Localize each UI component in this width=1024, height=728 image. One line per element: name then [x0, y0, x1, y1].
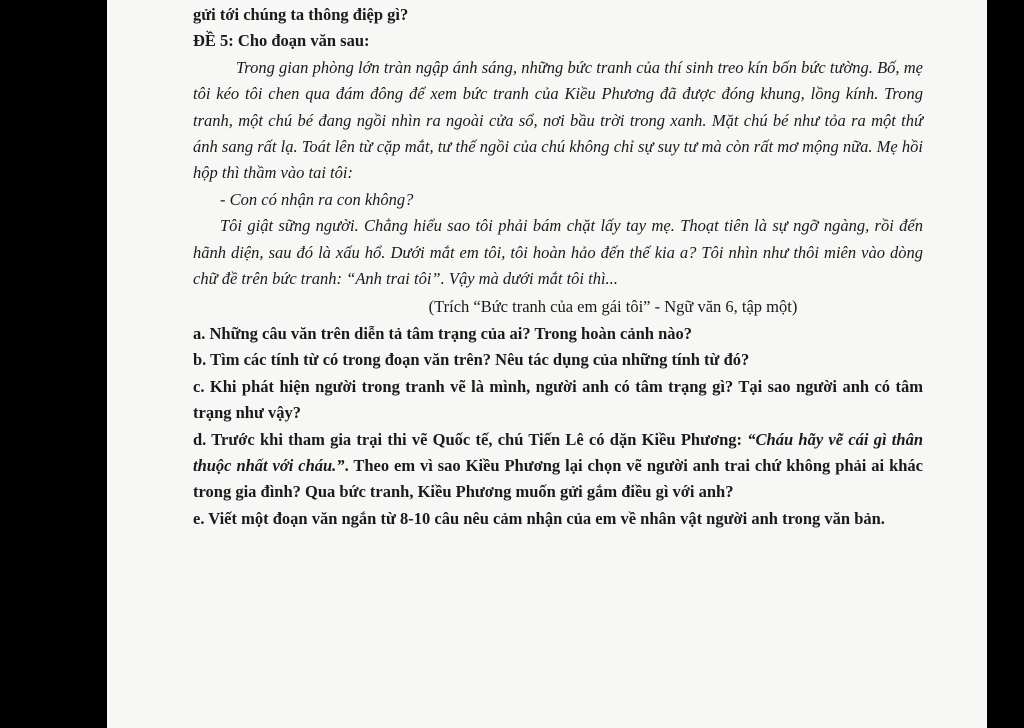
exercise-heading: ĐỀ 5: Cho đoạn văn sau:	[193, 31, 370, 51]
question-d-start: d. Trước khi tham gia trại thi vẽ Quốc tế, chú Tiến Lê có dặn Kiều Phương:	[193, 429, 748, 449]
passage-paragraph-1: Trong gian phòng lớn tràn ngập ánh sáng, những bức tranh của thí sinh treo kín bốn bức tường. Bố, mẹ tôi kéo tôi chen qua đám đông để xem bức tranh của Kiều Phương đã được đóng khung, lồng kính. Trong tranh, một chú bé đang ngồi nhìn ra ngoài cửa sổ, nơi bầu trời trong xanh. Mặt chú bé như tỏa ra một thứ ánh sang rất lạ. Toát lên từ cặp mắt, tư thế ngồi của chú không chỉ sự suy tư mà còn rất mơ mộng nữa. Mẹ hồi hộp thì thầm vào tai tôi:	[193, 57, 923, 183]
question-e: e. Viết một đoạn văn ngắn từ 8-10 câu nêu cảm nhận của em về nhân vật người anh trong văn bản.	[193, 508, 885, 528]
question-d-end: . Theo em vì sao Kiều Phương lại chọn vẽ người anh trai chứ không phải ai khác trong gia đình? Qua bức tranh, Kiều Phương muốn gửi gắm điều gì với anh?	[193, 455, 923, 502]
question-d	[193, 427, 923, 506]
passage-citation: (Trích “Bức tranh của em gái tôi” - Ngữ văn 6, tập một)	[428, 297, 798, 317]
passage-dialogue: - Con có nhận ra con không?	[220, 189, 414, 209]
document-page	[107, 0, 987, 728]
question-b: b. Tìm các tính từ có trong đoạn văn trên? Nêu tác dụng của những tính từ đó?	[193, 350, 750, 370]
document-content	[193, 2, 923, 532]
question-c: c. Khi phát hiện người trong tranh vẽ là mình, người anh có tâm trạng gì? Tại sao người anh có tâm trạng như vậy?	[193, 376, 923, 423]
question-a: a. Những câu văn trên diễn tả tâm trạng của ai? Trong hoàn cảnh nào?	[193, 323, 693, 343]
intro-line: gửi tới chúng ta thông điệp gì?	[193, 5, 409, 24]
passage-paragraph-2: Tôi giật sững người. Chẳng hiểu sao tôi phải bám chặt lấy tay mẹ. Thoạt tiên là sự ngỡ ngàng, rồi đến hãnh diện, sau đó là xấu hổ. Dưới mắt em tôi, tôi hoàn hảo đến thế kia a? Tôi nhìn như thôi miên vào dòng chữ đề trên bức tranh: “Anh trai tôi”. Vậy mà dưới mắt tôi thì...	[193, 216, 923, 289]
question-d-quote: “Cháu hãy vẽ cái gì thân thuộc nhất với cháu.”	[193, 429, 923, 475]
